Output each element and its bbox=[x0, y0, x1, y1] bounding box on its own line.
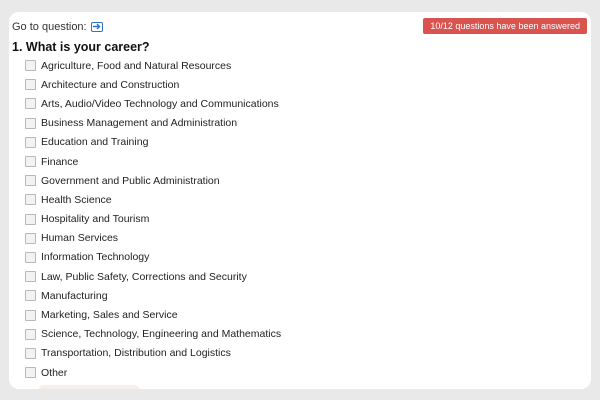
checkbox[interactable] bbox=[25, 290, 36, 301]
option-human-services[interactable] bbox=[25, 229, 565, 248]
checkbox[interactable] bbox=[25, 310, 36, 321]
option-agriculture[interactable] bbox=[25, 56, 565, 75]
bottom-fade-decoration bbox=[39, 385, 139, 389]
answer-options-list bbox=[25, 56, 565, 382]
option-label: Health Science bbox=[41, 193, 112, 206]
option-label: Information Technology bbox=[41, 251, 150, 264]
option-arts[interactable] bbox=[25, 94, 565, 113]
checkbox[interactable] bbox=[25, 252, 36, 263]
option-health-science[interactable] bbox=[25, 190, 565, 209]
option-other[interactable] bbox=[25, 363, 565, 382]
checkbox[interactable] bbox=[25, 194, 36, 205]
checkbox[interactable] bbox=[25, 79, 36, 90]
checkbox[interactable] bbox=[25, 233, 36, 244]
option-label: Law, Public Safety, Corrections and Security bbox=[41, 270, 247, 283]
checkbox[interactable] bbox=[25, 329, 36, 340]
option-label: Science, Technology, Engineering and Mathematics bbox=[41, 328, 282, 341]
option-label: Education and Training bbox=[41, 136, 149, 149]
option-label: Agriculture, Food and Natural Resources bbox=[41, 59, 232, 72]
option-transportation[interactable] bbox=[25, 344, 565, 363]
checkbox[interactable] bbox=[25, 137, 36, 148]
checkbox[interactable] bbox=[25, 214, 36, 225]
option-stem[interactable] bbox=[25, 325, 565, 344]
answered-count-badge: 10/12 questions have been answered bbox=[423, 18, 587, 34]
checkbox[interactable] bbox=[25, 367, 36, 378]
option-business[interactable] bbox=[25, 114, 565, 133]
option-information-technology[interactable] bbox=[25, 248, 565, 267]
go-to-question-label: Go to question: bbox=[12, 21, 87, 33]
option-label: Hospitality and Tourism bbox=[41, 213, 150, 226]
option-finance[interactable] bbox=[25, 152, 565, 171]
go-to-question[interactable] bbox=[12, 21, 103, 33]
option-label: Human Services bbox=[41, 232, 119, 245]
option-label: Manufacturing bbox=[41, 289, 108, 302]
survey-card bbox=[9, 12, 591, 389]
arrow-into-box-icon[interactable] bbox=[91, 22, 103, 32]
option-label: Arts, Audio/Video Technology and Communications bbox=[41, 97, 279, 110]
checkbox[interactable] bbox=[25, 118, 36, 129]
option-government[interactable] bbox=[25, 171, 565, 190]
option-label: Government and Public Administration bbox=[41, 174, 220, 187]
option-label: Architecture and Construction bbox=[41, 78, 180, 91]
option-label: Transportation, Distribution and Logistics bbox=[41, 347, 231, 360]
option-marketing[interactable] bbox=[25, 305, 565, 324]
option-label: Finance bbox=[41, 155, 79, 168]
option-hospitality[interactable] bbox=[25, 210, 565, 229]
checkbox[interactable] bbox=[25, 156, 36, 167]
checkbox[interactable] bbox=[25, 348, 36, 359]
option-law[interactable] bbox=[25, 267, 565, 286]
option-architecture[interactable] bbox=[25, 75, 565, 94]
checkbox[interactable] bbox=[25, 271, 36, 282]
option-manufacturing[interactable] bbox=[25, 286, 565, 305]
checkbox[interactable] bbox=[25, 98, 36, 109]
option-education[interactable] bbox=[25, 133, 565, 152]
option-label: Marketing, Sales and Service bbox=[41, 309, 178, 322]
option-label: Other bbox=[41, 366, 68, 379]
question-toolbar bbox=[9, 12, 591, 42]
option-label: Business Management and Administration bbox=[41, 117, 238, 130]
question-title: 1. What is your career? bbox=[12, 40, 150, 54]
checkbox[interactable] bbox=[25, 175, 36, 186]
checkbox[interactable] bbox=[25, 60, 36, 71]
